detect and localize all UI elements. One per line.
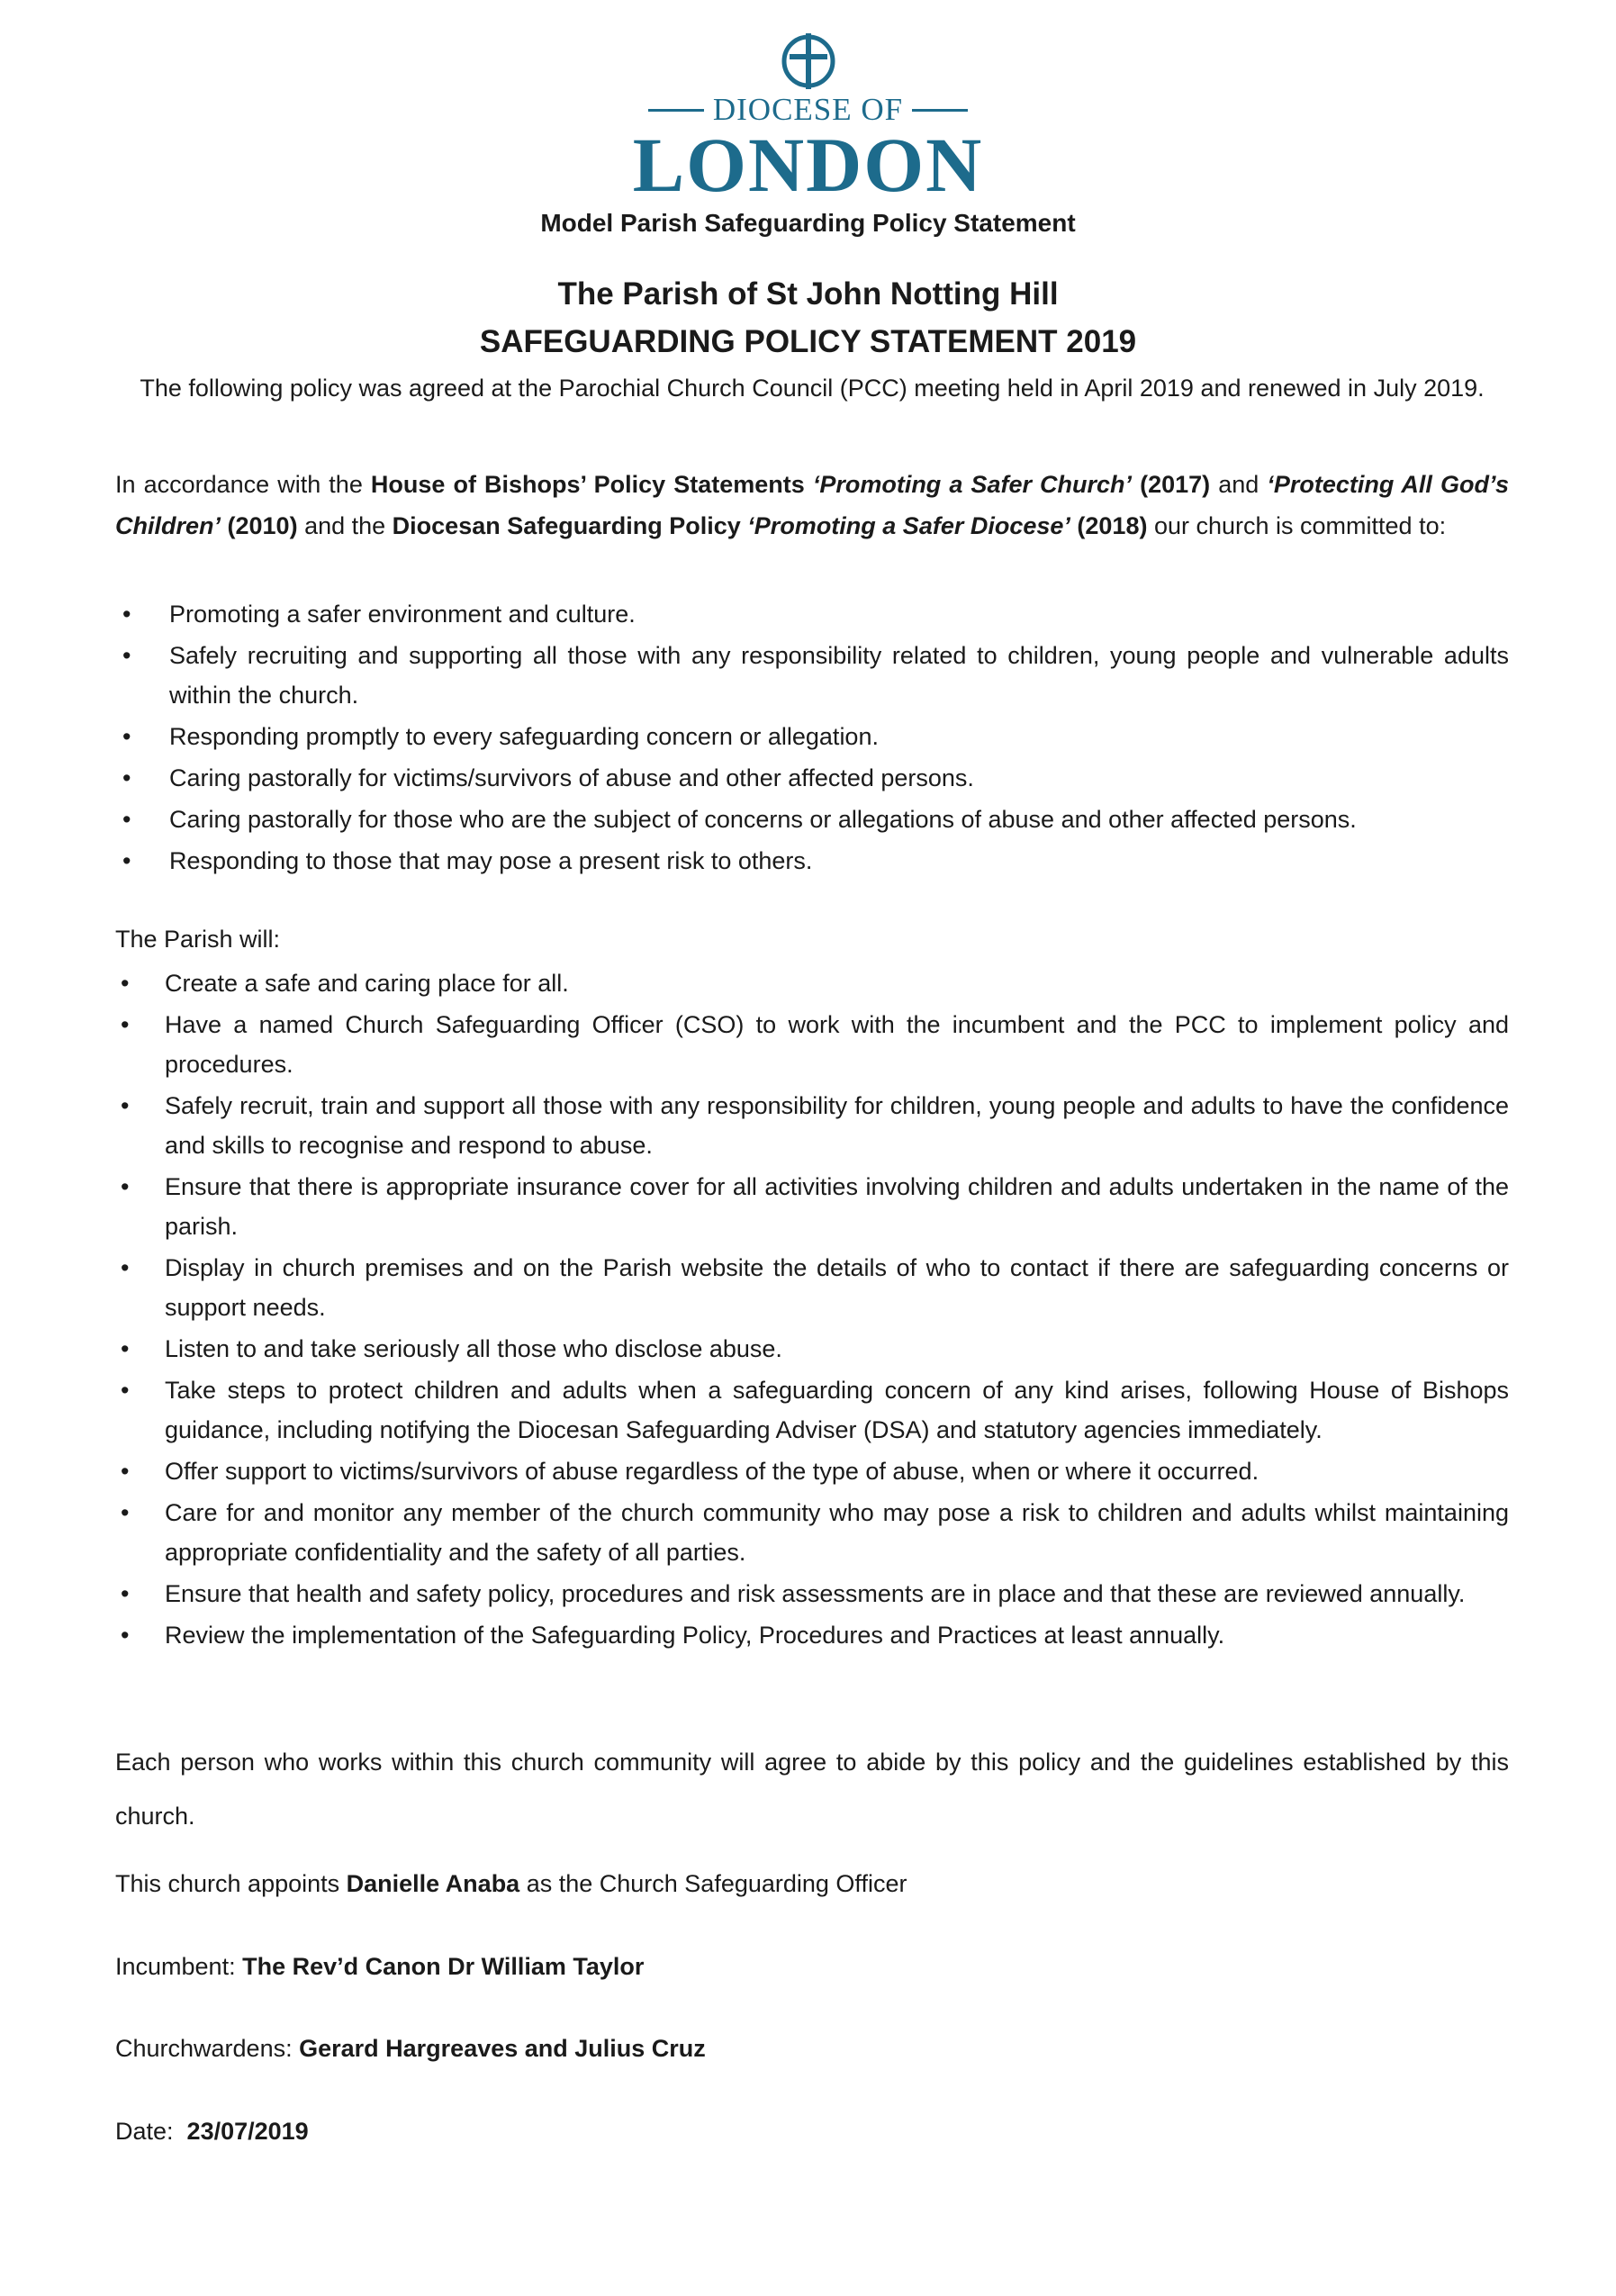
list-item: • Safely recruit, train and support all those with any responsibility for children, young people and adults to have the confidence and skills to recognise and respond to abuse.: [115, 1086, 1509, 1165]
closing-paragraph: Each person who works within this church community will agree to abide by this policy and the guidelines established by this church.: [115, 1749, 1509, 1830]
incumbent-line: Incumbent: The Rev’d Canon Dr William Taylor: [115, 1953, 645, 1980]
date-value: 23/07/2019: [186, 2118, 309, 2145]
list-item: • Review the implementation of the Safeguarding Policy, Procedures and Practices at least annually.: [115, 1615, 1509, 1655]
date-line: Date: 23/07/2019: [115, 2118, 309, 2145]
list-item: • Ensure that health and safety policy, procedures and risk assessments are in place and that these are reviewed annually.: [115, 1574, 1509, 1614]
list-item: • Have a named Church Safeguarding Officer (CSO) to work with the incumbent and the PCC to implement policy and procedures.: [115, 1005, 1509, 1084]
diocese-logo: [0, 32, 1616, 208]
agreement-note: The following policy was agreed at the Parochial Church Council (PCC) meeting held in April 2019 and renewed in July 2019.: [140, 375, 1485, 402]
list-item: • Care for and monitor any member of the church community who may pose a risk to children and adults whilst maintaining appropriate confidentiality and the safety of all parties.: [115, 1493, 1509, 1572]
list-item: • Listen to and take seriously all those who disclose abuse.: [115, 1329, 1509, 1369]
list-item: • Take steps to protect children and adults when a safeguarding concern of any kind arises, following House of Bishops guidance, including notifying the Diocesan Safeguarding Adviser (DSA) and statutory agencies immediately.: [115, 1370, 1509, 1450]
commitments-list: [115, 594, 1509, 882]
document-subtitle: Model Parish Safeguarding Policy Statement: [540, 209, 1076, 237]
diocese-cross-icon: [780, 32, 837, 90]
parish-will-heading: The Parish will:: [115, 926, 281, 953]
logo-small-text: DIOCESE OF: [712, 92, 904, 127]
parish-title: The Parish of St John Notting Hill: [557, 276, 1059, 312]
cso-name: Danielle Anaba: [346, 1870, 520, 1897]
churchwardens-names: Gerard Hargreaves and Julius Cruz: [299, 2035, 706, 2062]
logo-rule-left: [648, 109, 704, 112]
list-item: • Promoting a safer environment and culture.: [115, 594, 1509, 634]
appointment-line: This church appoints Danielle Anaba as the Church Safeguarding Officer: [115, 1870, 907, 1897]
list-item: • Caring pastorally for those who are the subject of concerns or allegations of abuse and other affected persons.: [115, 800, 1509, 839]
list-item: • Create a safe and caring place for all.: [115, 963, 1509, 1003]
logo-big-text: LONDON: [632, 122, 984, 208]
parish-will-list: [115, 963, 1509, 1657]
list-item: • Ensure that there is appropriate insurance cover for all activities involving children and adults undertaken in the name of the parish.: [115, 1167, 1509, 1246]
list-item: • Responding to those that may pose a present risk to others.: [115, 841, 1509, 881]
churchwardens-line: Churchwardens: Gerard Hargreaves and Julius Cruz: [115, 2035, 706, 2062]
list-item: • Display in church premises and on the Parish website the details of who to contact if there are safeguarding concerns or support needs.: [115, 1248, 1509, 1327]
statement-title: SAFEGUARDING POLICY STATEMENT 2019: [479, 324, 1137, 359]
intro-paragraph: In accordance with the House of Bishops’ Policy Statements ‘Promoting a Safer Church’ (2017) and ‘Protecting All God’s Children’ (2010) and the Diocesan Safeguarding Policy ‘Promoting a Safer Diocese’ (2018) our church is committed to:: [115, 471, 1509, 539]
list-item: • Safely recruiting and supporting all those with any responsibility related to children, young people and vulnerable adults within the church.: [115, 636, 1509, 715]
list-item: • Caring pastorally for victims/survivors of abuse and other affected persons.: [115, 758, 1509, 798]
list-item: • Responding promptly to every safeguarding concern or allegation.: [115, 717, 1509, 756]
incumbent-name: The Rev’d Canon Dr William Taylor: [242, 1953, 645, 1980]
list-item: • Offer support to victims/survivors of abuse regardless of the type of abuse, when or where it occurred.: [115, 1451, 1509, 1491]
logo-rule-right: [912, 109, 968, 112]
